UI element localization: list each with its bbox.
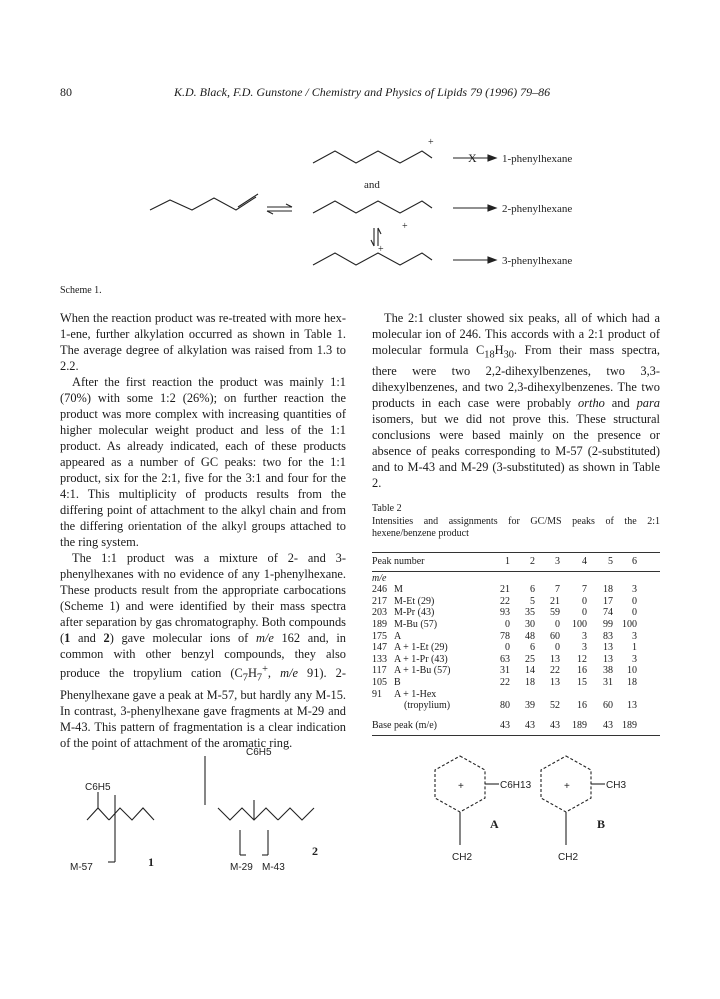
compound-a-label: A (490, 817, 499, 831)
intensity-cell: 0 (632, 607, 637, 619)
left-paragraph-3: The 1:1 product was a mixture of 2- and 3-phenylhexanes with no evidence of any 1-phenylhexane. These products result from the appropriate carbocations (Scheme 1) and were identified by their mass spectra after separation by gas chromatography. Both compounds (1 and 2) gave molecular ions of m/e 162 and, in common with other benzyl compounds, they also produce the tropylium cation ($C_7H_7^+$, m/e 91). 2-Phenylhexane gave a peak at M-57, but hardly any M-15. In contrast, 3-phenylhexane gave fragments at M-29 and M-43. This pattern of fragmentation is a clear indication of the point of attachment of the aromatic ring. (60, 551, 346, 750)
intensity-cell: 5 (530, 595, 535, 607)
middle-cation-plus: + (402, 221, 408, 232)
intensity-cell: 0 (505, 618, 510, 630)
table-row (372, 631, 660, 643)
base-peak-label: Base peak (m/e) (372, 719, 437, 731)
peak-number: 5 (608, 556, 613, 567)
intensity-cell: 13 (603, 642, 613, 654)
intensity-cell: 21 (500, 584, 510, 596)
intensity-cell: 93 (500, 607, 510, 619)
m29-label: M-29 (230, 862, 253, 873)
c6h5-label: C6H5 (85, 782, 111, 793)
intensity-cell: 13 (603, 653, 613, 665)
bottom-cation-plus: + (378, 244, 384, 255)
plus-b: + (564, 781, 570, 792)
right-paragraph-1: The 2:1 cluster showed six peaks, all of which had a molecular ion of 246. This accords with a 2:1 product of molecular formula $C_{18}H_{30}$. From their mass spectra, there were two 2,2-dihexylbenzenes, two 3,3-dihexylbenzenes, and two 2,3-dihexylbenzenes. The two products in each case were probably ortho and para isomers, but we did not prove this. These structural conclusions were based mainly on the presence or absence of peaks corresponding to M-57 (2-substituted) and to M-43 and M-29 (3-substituted) as shown in Table 2. (372, 311, 660, 491)
table-row (372, 607, 660, 619)
intensity-cell: 12 (577, 653, 587, 665)
product-3-phenylhexane: 3-phenylhexane (502, 255, 573, 267)
ch2-label: CH2 (558, 852, 579, 863)
intensity-cell: 21 (550, 595, 560, 607)
peak-number: 1 (505, 556, 510, 567)
c6h5-label: C6H5 (246, 747, 272, 758)
intensity-cell: 18 (627, 676, 637, 688)
c6h13-label: C6H13 (500, 780, 532, 791)
me-value: 105 (372, 676, 387, 688)
intensity-cell: 1 (632, 642, 637, 654)
intensity-cell: 18 (603, 584, 613, 596)
scheme-1-diagram (0, 130, 720, 280)
blocked-mark: X (468, 151, 477, 165)
intensity-cell: 100 (622, 618, 637, 630)
intensity-cell: 16 (577, 665, 587, 677)
peak-number: 6 (632, 556, 637, 567)
intensity-cell: 6 (530, 584, 535, 596)
intensity-cell: 38 (603, 665, 613, 677)
assignment: M-Bu (57) (394, 618, 438, 630)
intensity-cell: 30 (525, 618, 535, 630)
intensity-cell: 99 (603, 618, 613, 630)
peak-number: 4 (582, 556, 587, 567)
scheme-and: and (364, 179, 380, 191)
left-paragraph-2: After the first reaction the product was mainly 1:1 (70%) with some 1:2 (26%); on further reaction the product was more complex with increasing quantities of higher molecular weight product and less of the 1:1 product. As already indicated, each of these products appeared as a number of GC peaks: two for the 1:1 product, six for the 2:1, five for the 3:1 and four for the 4:1. This multiplicity of products results from the differing point of attachment to the alkyl chain and from the differing orientation of the alkyl groups attached to the ring system. (60, 375, 346, 549)
assignment: A + 1-Pr (43) (394, 653, 448, 665)
intensity-cell: 0 (582, 595, 587, 607)
me-value: 147 (372, 642, 387, 654)
table-row (372, 619, 660, 631)
intensity-cell: 0 (555, 618, 560, 630)
me-value: 133 (372, 653, 387, 665)
product-1-phenylhexane: 1-phenylhexane (502, 153, 573, 165)
me-value: 175 (372, 630, 387, 642)
assignment: M-Pr (43) (394, 607, 435, 619)
intensity-cell: 0 (582, 607, 587, 619)
me-value: 203 (372, 607, 387, 619)
intensity-cell: 3 (632, 584, 637, 596)
me-value: 117 (372, 665, 387, 677)
m57-label: M-57 (70, 862, 93, 873)
intensity-cell: 31 (603, 676, 613, 688)
top-cation-plus: + (428, 137, 434, 148)
peak-number: 3 (555, 556, 560, 567)
intensity-cell: 15 (577, 676, 587, 688)
assignment: M (394, 584, 403, 596)
table-row (372, 642, 660, 654)
intensity-cell: 10 (627, 665, 637, 677)
left-paragraph-1: When the reaction product was re-treated with more hex-1-ene, further alkylation occurred as shown in Table 1. The average degree of alkylation was raised from 1.3 to 2.2. (60, 311, 346, 373)
table-header-row (372, 556, 660, 568)
assignment: A (394, 630, 402, 642)
compound-b-label: B (597, 817, 606, 831)
table-row (372, 665, 660, 677)
intensity-cell: 60 (550, 630, 560, 642)
running-title: K.D. Black, F.D. Gunstone / Chemistry and Physics of Lipids 79 (1996) 79–86 (174, 85, 551, 99)
intensity-cell: 3 (582, 642, 587, 654)
intensity-cell: 3 (632, 653, 637, 665)
peak-number-label: Peak number (372, 556, 425, 567)
right-column (372, 310, 660, 491)
intensity-cell: 6 (530, 642, 535, 654)
page-number: 80 (60, 85, 72, 99)
intensity-cell: 22 (500, 595, 510, 607)
scheme-label: Scheme 1. (60, 285, 102, 296)
table-row (372, 677, 660, 689)
intensity-cell: 22 (500, 676, 510, 688)
intensity-cell: 3 (632, 630, 637, 642)
intensity-cell: 25 (525, 653, 535, 665)
intensity-cell: 83 (603, 630, 613, 642)
intensity-cell: 3 (582, 630, 587, 642)
table-row (372, 596, 660, 608)
assignment: B (394, 676, 401, 688)
intensity-cell: 18 (525, 676, 535, 688)
intensity-cell: 63 (500, 653, 510, 665)
intensity-cell: 78 (500, 630, 510, 642)
left-column (60, 310, 346, 751)
me-value: 246 (372, 584, 387, 596)
intensity-cell: 100 (572, 618, 587, 630)
ch3-label: CH3 (606, 780, 627, 791)
intensity-cell: 59 (550, 607, 560, 619)
intensity-cell: 31 (500, 665, 510, 677)
intensity-cell: 48 (525, 630, 535, 642)
assignment: M-Et (29) (394, 595, 435, 607)
assignment: A + 1-Bu (57) (394, 665, 451, 677)
intensity-cell: 0 (555, 642, 560, 654)
me-value: 217 (372, 595, 387, 607)
intensity-cell: 35 (525, 607, 535, 619)
compound-1-label: 1 (148, 855, 154, 869)
me-value: 189 (372, 618, 387, 630)
base-peak-row: Base peak (m/e) 43 43 43 189 43 189 (372, 719, 637, 731)
me-label: m/e (372, 572, 387, 584)
assignment: A + 1-Et (29) (394, 642, 448, 654)
m43-label: M-43 (262, 862, 285, 873)
intensity-cell: 74 (603, 607, 613, 619)
intensity-cell: 13 (550, 676, 560, 688)
compound-2-label: 2 (312, 844, 318, 858)
intensity-cell: 0 (632, 595, 637, 607)
table-row (372, 654, 660, 666)
intensity-cell: 14 (525, 665, 535, 677)
table-2-label: Table 2 (372, 503, 402, 514)
intensity-cell: 7 (555, 584, 560, 596)
intensity-cell: 17 (603, 595, 613, 607)
plus-a: + (458, 781, 464, 792)
table-row: (tropylium) 80 39 52 16 60 13 (404, 700, 637, 712)
product-2-phenylhexane: 2-phenylhexane (502, 203, 573, 215)
intensity-cell: 13 (550, 653, 560, 665)
intensity-cell: 7 (582, 584, 587, 596)
table-row: 91 A + 1-Hex (372, 688, 437, 700)
table-row (372, 584, 660, 596)
peak-number: 2 (530, 556, 535, 567)
intensity-cell: 0 (505, 642, 510, 654)
ch2-label: CH2 (452, 852, 473, 863)
structures-diagram (0, 690, 720, 890)
table-2-caption: Intensities and assignments for GC/MS peaks of the 2:1 hexene/benzene product (372, 516, 660, 539)
intensity-cell: 22 (550, 665, 560, 677)
